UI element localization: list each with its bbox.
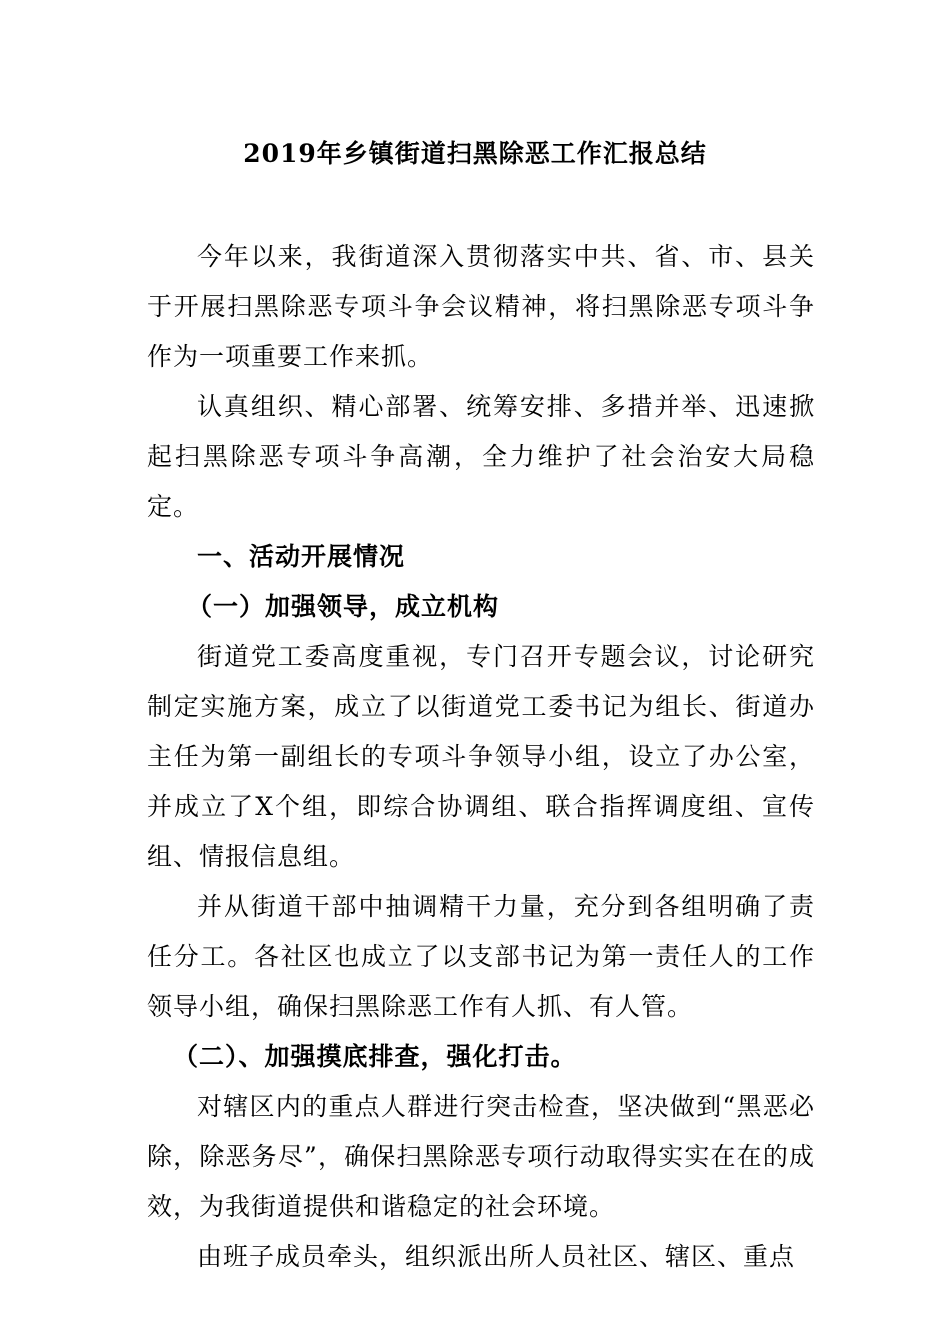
document-body: [147, 232, 815, 1282]
document-title: 2019年乡镇街道扫黑除恶工作汇报总结: [243, 139, 707, 168]
paragraph: 由班子成员牵头，组织派出所人员社区、辖区、重点: [197, 1242, 796, 1271]
paragraph: 对辖区内的重点人群进行突击检查，坚决做到“黑恶必除，除恶务尽”，确保扫黑除恶专项行动取得实实在在的成效，为我街道提供和谐稳定的社会环境。: [147, 1092, 815, 1221]
subsection-heading: （一）加强领导，成立机构: [187, 592, 500, 621]
paragraph: 认真组织、精心部署、统筹安排、多措并举、迅速掀起扫黑除恶专项斗争高潮，全力维护了社会治安大局稳定。: [147, 392, 815, 521]
section-heading: 一、活动开展情况: [197, 542, 406, 571]
paragraph: 今年以来，我街道深入贯彻落实中共、省、市、县关于开展扫黑除恶专项斗争会议精神，将扫黑除恶专项斗争作为一项重要工作来抓。: [147, 242, 815, 371]
paragraph: 街道党工委高度重视，专门召开专题会议，讨论研究制定实施方案，成立了以街道党工委书记为组长、街道办主任为第一副组长的专项斗争领导小组，设立了办公室，并成立了X个组，即综合协调组、联合指挥调度组、宣传组、情报信息组。: [147, 642, 815, 871]
subsection-heading: （二）、加强摸底排查，强化打击。: [173, 1042, 577, 1071]
paragraph: 并从街道干部中抽调精干力量，充分到各组明确了责任分工。各社区也成立了以支部书记为第一责任人的工作领导小组，确保扫黑除恶工作有人抓、有人管。: [147, 892, 815, 1021]
